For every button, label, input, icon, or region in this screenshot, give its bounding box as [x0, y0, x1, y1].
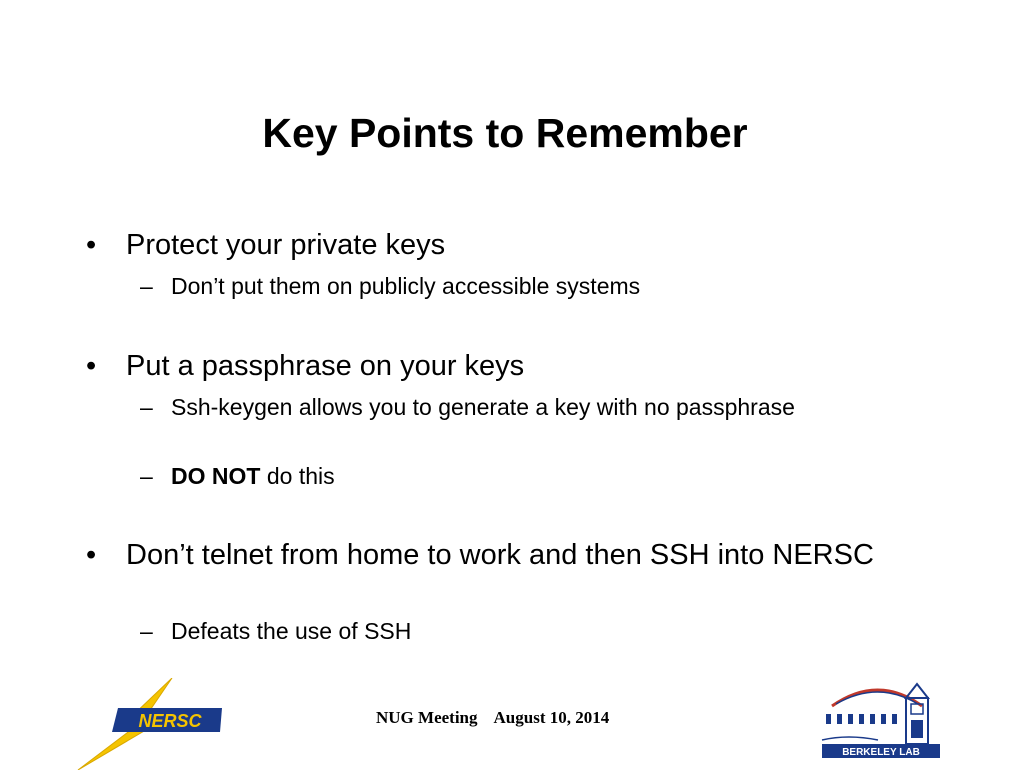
sub-bullet-text: [171, 462, 831, 491]
sub-bullet-text: Don’t put them on publicly accessible systems: [171, 273, 641, 299]
nersc-logo: [72, 678, 232, 770]
dash-marker: –: [140, 394, 153, 420]
bullet-text: Put a passphrase on your keys: [126, 350, 525, 382]
dash-marker: –: [140, 618, 153, 644]
nersc-logo-text: NERSC: [138, 711, 202, 731]
bullet-text: Protect your private keys: [126, 229, 446, 261]
footer-meeting: NUG Meeting: [376, 708, 478, 727]
berkeley-logo-text: BERKELEY LAB: [842, 747, 920, 758]
tower-icon: [906, 684, 928, 744]
footer: [376, 708, 609, 728]
bullet-marker: •: [86, 350, 97, 382]
sub-bullet-rest: do this: [260, 463, 335, 489]
sub-bullet-text: Ssh-keygen allows you to generate a key with no passphrase: [171, 394, 795, 420]
bullet-marker: •: [86, 539, 97, 571]
footer-date: August 10, 2014: [493, 708, 610, 727]
bullet-marker: •: [86, 229, 97, 261]
pillars-icon: [826, 714, 897, 724]
slide-title: Key Points to Remember: [262, 110, 748, 156]
dash-marker: –: [140, 463, 153, 489]
dash-marker: –: [140, 273, 153, 299]
bullet-text: Don’t telnet from home to work and then SSH into NERSC: [126, 539, 874, 571]
berkeley-lab-logo: [818, 680, 946, 762]
sub-bullet-text: Defeats the use of SSH: [171, 618, 412, 644]
emphasis-text: DO NOT: [171, 463, 261, 489]
